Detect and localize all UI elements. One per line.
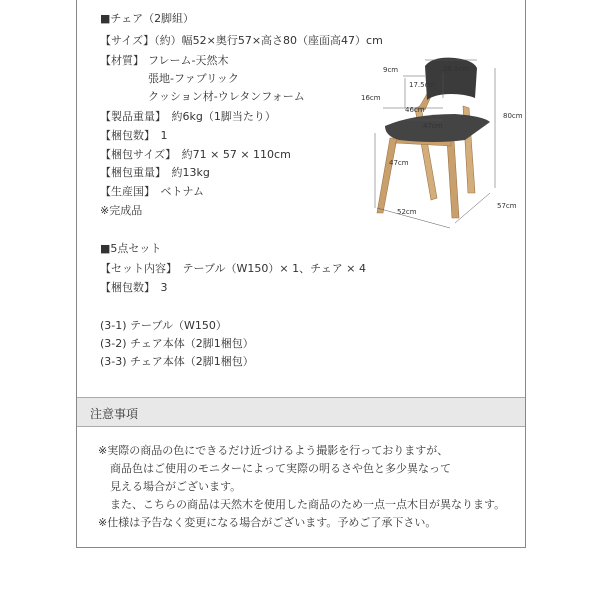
dim-back-depth: 9cm [383, 66, 399, 74]
set-heading: ■5点セット [100, 242, 162, 255]
note-line: 商品色はご使用のモニターによって実際の明るさや色と多少異なって [110, 462, 451, 475]
chair-material-cushion: クッション材-ウレタンフォーム [148, 90, 305, 103]
note-line: 見える場合がございます。 [110, 480, 242, 493]
chair-product-weight: 【製品重量】 約6kg（1脚当たり） [100, 110, 276, 123]
chair-dimension-diagram [355, 48, 530, 238]
dim-back-gap: 17.5cm [409, 81, 436, 89]
chair-material-frame: フレーム-天然木 [148, 54, 229, 67]
note-line: また、こちらの商品は天然木を使用した商品のため一点一点木目が異なります。 [110, 498, 506, 511]
notes-header [77, 397, 525, 427]
dim-back-height: 16cm [361, 94, 381, 102]
chair-package-weight: 【梱包重量】 約13kg [100, 166, 210, 179]
notes-title: 注意事項 [90, 407, 139, 421]
chair-package-count: 【梱包数】 1 [100, 129, 168, 142]
note-line: ※実際の商品の色にできるだけ近づけるよう撮影を行っておりますが、 [98, 444, 449, 457]
dim-depth: 57cm [497, 202, 517, 210]
dim-total-height: 80cm [503, 112, 523, 120]
chair-heading: ■チェア（2脚組） [100, 12, 195, 25]
dim-width: 52cm [397, 208, 417, 216]
chair-material-label: 【材質】 [100, 54, 144, 67]
set-contents: 【セット内容】 テーブル（W150）× 1、チェア × 4 [100, 262, 366, 275]
chair-origin: 【生産国】 ベトナム [100, 185, 204, 198]
chair-finished-note: ※完成品 [100, 204, 143, 217]
dim-seat-height: 47cm [389, 159, 409, 167]
dim-seat-front: 46cm [405, 106, 425, 114]
chair-size: 【サイズ】（約）幅52×奥行57×高さ80（座面高47）cm [100, 34, 383, 47]
set-item: (3-3) チェア本体（2脚1梱包） [100, 355, 254, 368]
set-package-count: 【梱包数】 3 [100, 281, 168, 294]
chair-package-size: 【梱包サイズ】 約71 × 57 × 110cm [100, 148, 291, 161]
set-item: (3-2) チェア本体（2脚1梱包） [100, 337, 254, 350]
chair-legs [377, 90, 475, 218]
set-item: (3-1) テーブル（W150） [100, 319, 227, 332]
dim-back-width: 26.5cm [443, 65, 470, 73]
dim-seat-width: 47cm [423, 122, 443, 130]
note-line: ※仕様は予告なく変更になる場合がございます。予めご了承下さい。 [98, 516, 437, 529]
chair-material-fabric: 張地-ファブリック [148, 72, 239, 85]
